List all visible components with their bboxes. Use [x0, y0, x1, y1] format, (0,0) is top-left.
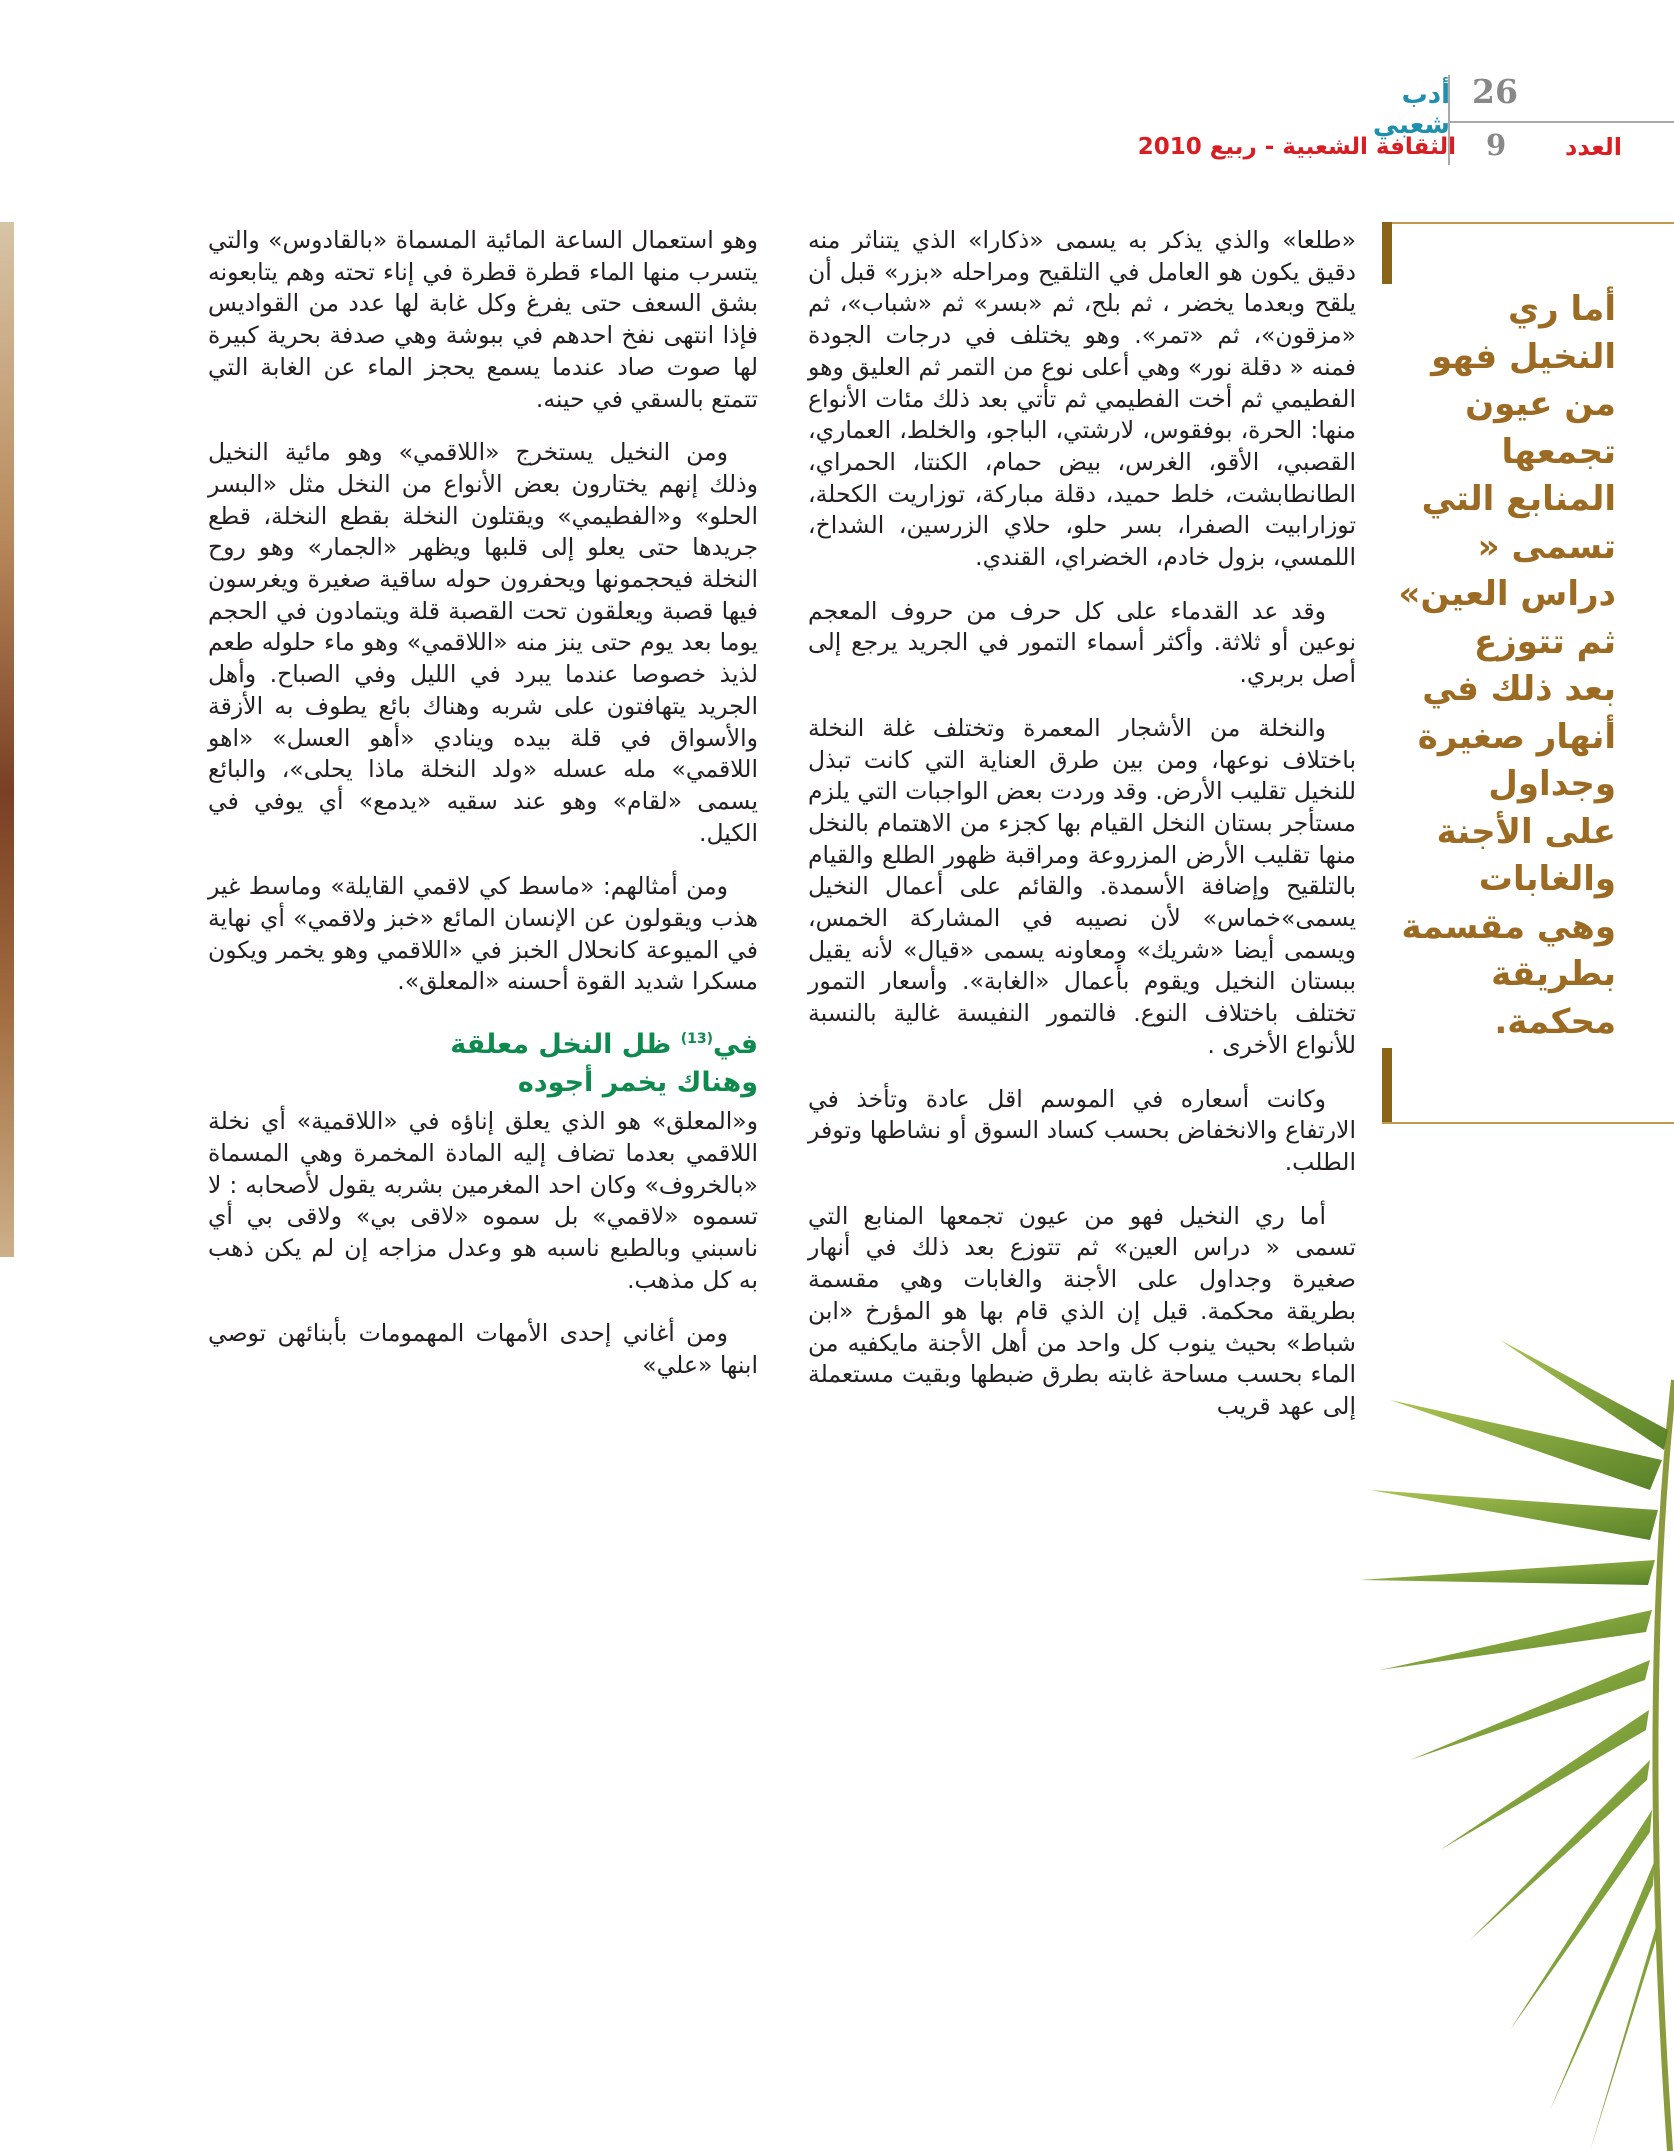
photo-edge	[0, 222, 14, 1257]
pull-quote-line: على الأجنة	[1436, 811, 1616, 852]
subheading	[208, 1020, 758, 1102]
page-number: 26	[1472, 72, 1518, 111]
palm-frond-illustration	[1350, 1340, 1674, 2151]
pull-quote-line: وجداول	[1488, 764, 1616, 804]
pull-quote-line: والغابات	[1478, 859, 1616, 899]
subheading-text: ظل النخل معلقة	[450, 1029, 672, 1061]
article-column-left	[208, 225, 758, 1404]
pull-quote-line: دراس العين»	[1398, 574, 1616, 614]
paragraph: ومن أغاني إحدى الأمهات المهمومات بأبنائهن توصي ابنها «علي»	[208, 1319, 758, 1380]
article-column-right	[808, 225, 1356, 1445]
paragraph: و«المعلق» هو الذي يعلق إناؤه في «اللاقمية» أي نخلة اللاقمي بعدما تضاف إليه المادة المخمرة وهي المسماة «بالخروف» وكان احد المغرمين بشربه يقول لأصحابه : لا تسموه «لاقمي» بل سموه «لاقى بي» ولاقى بي أي ناسبني وبالطبع ناسبه هو وعدل مزاجه إن لم يكن ذهب به كل مذهب.	[208, 1107, 758, 1294]
pull-quote-line: تسمى «	[1477, 526, 1616, 567]
paragraph: وكانت أسعاره في الموسم اقل عادة وتأخذ في الارتفاع والانخفاض بحسب كساد السوق أو نشاطها وتوفر الطلب.	[808, 1084, 1356, 1176]
pull-quote-rule-bottom	[1382, 1122, 1674, 1124]
pull-quote-bar-top	[1382, 222, 1392, 284]
pull-quote-line: وهي مقسمة	[1401, 906, 1616, 947]
section-title: أدب شعبي	[1372, 80, 1450, 140]
pull-quote-line: بطريقة	[1491, 954, 1616, 994]
paragraph: وقد عد القدماء على كل حرف من حروف المعجم نوعين أو ثلاثة. وأكثر أسماء التمور في الجريد يرجع إلى أصل بربري.	[808, 596, 1356, 689]
paragraph: ومن أمثالهم: «ماسط كي لاقمي القايلة» وماسط غير هذب ويقولون عن الإنسان المائع «خبز ولاقمي» أي نهاية في الميوعة كانحلال الخبز في «اللاقمي وهو يخمر ويكون مسكرا شديد القوة أحسنه «المعلق».	[208, 872, 758, 996]
paragraph: وهو استعمال الساعة المائية المسماة «بالقادوس» والتي يتسرب منها الماء قطرة قطرة في إناء تحته وهم يتابعونه بشق السعف حتى يفرغ وكل غابة لها عدد من القواديس فإذا انتهى نفخ احدهم في ببوشة وهي صدفة بحرية كبيرة لها صوت صاد عندما يسمع يحجز الماء عن الغابة التي تتمتع بالسقي في حينه.	[208, 226, 758, 413]
issue-number: 9	[1486, 128, 1507, 162]
pull-quote-line: أنهار صغيرة	[1417, 716, 1616, 757]
pull-quote-rule-top	[1382, 222, 1674, 224]
pull-quote-line: ثم تتوزع	[1473, 621, 1616, 662]
header-rule-horizontal	[1448, 121, 1674, 123]
paragraph: ومن النخيل يستخرج «اللاقمي» وهو مائية النخيل وذلك إنهم يختارون بعض الأنواع من النخل مثل «البسر الحلو» و«الفطيمي» ويقتلون النخلة بقطع النخلة، قطع جريدها حتى يعلو إلى قلبها ويظهر «الجمار» وهو روح النخلة فيحجمونها ويحفرون حوله ساقية صغيرة ويغرسون فيها قصبة ويعلقون تحت القصبة قلة ويتمادون في الحجم يوما بعد يوم حتى ينز منه «اللاقمي» وهو ماء حلوله طعم لذيذ خصوصا عندما يبرد في الليل وفي الصباح. وأهل الجريد يتهافتون على شربه وهناك بائع يطوف به الأزقة والأسواق في قلة بيده وينادي «أهو العسل» «اهو اللاقمي» مله عسله «ولد النخلة ماذا يحلى»، والبائع يسمى «لقام» وهو عند سقيه «يدمع» أي يوفي في الكيل.	[208, 438, 758, 847]
subheading-line-2: وهناك يخمر أجوده	[517, 1067, 758, 1099]
paragraph: أما ري النخيل فهو من عيون تجمعها المنابع التي تسمى « دراس العين» ثم تتوزع بعد ذلك في أنهار صغيرة وجداول على الأجنة والغابات وهي مقسمة بطريقة محكمة. قيل إن الذي قام بها هو المؤرخ «ابن شباط» بحيث ينوب كل واحد من أهل الأجنة مايكفيه من الماء بحسب مساحة غابته بطرق ضبطها وبقيت مستعملة إلى عهد قريب	[808, 1201, 1356, 1420]
pull-quote	[1398, 286, 1616, 1046]
magazine-title: الثقافة الشعبية - ربيع 2010	[1137, 134, 1456, 160]
subheading-word: في	[713, 1029, 758, 1061]
pull-quote-line: النخيل فهو	[1431, 336, 1616, 377]
pull-quote-line: من عيون	[1465, 384, 1616, 424]
pull-quote-line: بعد ذلك في	[1422, 669, 1616, 709]
pull-quote-line: تجمعها	[1501, 431, 1616, 472]
pull-quote-line: أما ري	[1507, 289, 1616, 329]
pull-quote-line: المنابع التي	[1421, 479, 1616, 519]
pull-quote-bar-bottom	[1382, 1048, 1392, 1124]
issue-label: العدد	[1565, 133, 1622, 161]
pull-quote-line: محكمة.	[1494, 1001, 1616, 1042]
paragraph: والنخلة من الأشجار المعمرة وتختلف غلة النخلة باختلاف نوعها، ومن بين طرق العناية التي كانت تبذل للنخيل تقليب الأرض. وقد وردت بعض الواجبات التي يلزم مستأجر بستان النخل القيام بها كجزء من الاهتمام بالنخل منها تقليب الأرض المزروعة ومراقبة ظهور الطلع والقيام بالتلقيح وإضافة الأسمدة. والقائم على أعمال النخيل يسمى»خماس» لأن نصيبه في المشاركة الخمس، ويسمى أيضا «شريك» ومعاونه يسمى «قيال» لأنه يقيل ببستان النخيل ويقوم بأعمال «الغابة». وأسعار التمور تختلف باختلاف النوع. فالتمور النفيسة غالية بالنسبة للأنواع الأخرى .	[808, 713, 1356, 1059]
footnote-marker: (13)	[680, 1031, 713, 1048]
paragraph: «طلعا» والذي يذكر به يسمى «ذكارا» الذي يتناثر منه دقيق يكون هو العامل في التلقيح ومراحله «بزر» قبل أن يلقح وبعدما يخضر ، ثم بلح، ثم «بسر» ثم «شباب»، ثم «مزقون»، ثم «تمر». وهو يختلف في درجات الجودة فمنه « دقلة نور» وهي أعلى نوع من التمر ثم العليق وهو الفطيمي ثم أخت الفطيمي ثم تأتي بعد ذلك مئات الأنواع منها: الحرة، بوفقوس، لارشتي، الباجو، والخلط، العماري، القصبي، الأقو، الغرس، بيض حمام، الكنتا، الحمراي، الطانطابشت، خلط حميد، دقلة مباركة، توزاريت الكحلة، توزارابيت الصفرا، بسر حلو، حلاي الزرسين، الشداخ، اللمسي، بزول خادم، الخضراي، القندي.	[808, 226, 1356, 572]
